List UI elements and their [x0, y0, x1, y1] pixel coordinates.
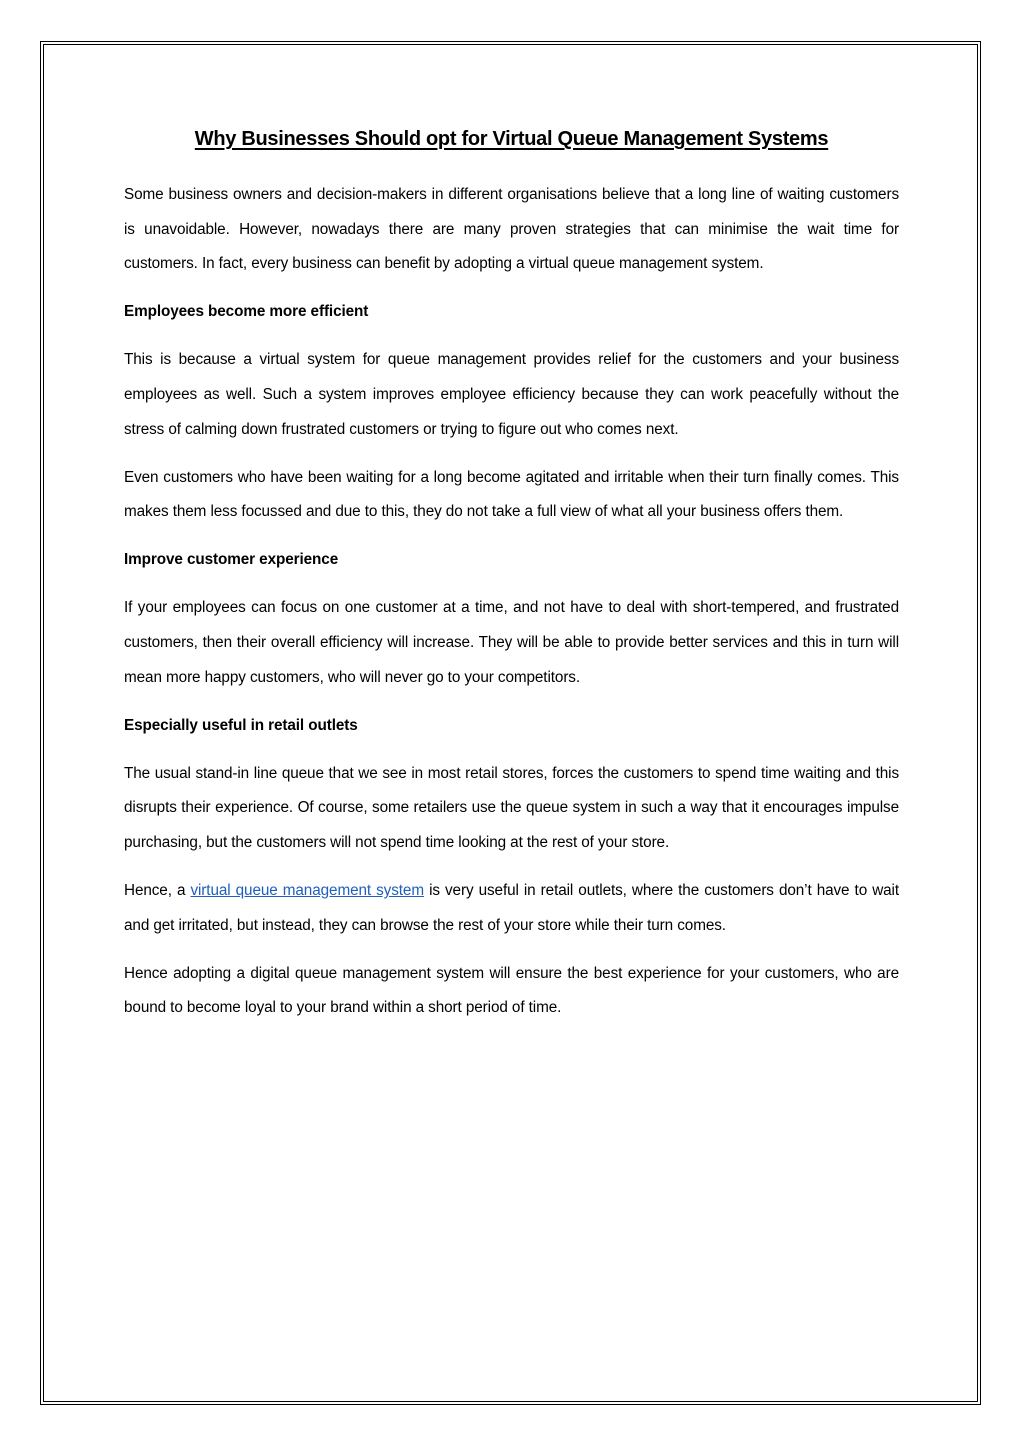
link-paragraph-after: is very useful in retail outlets, where the customers don’t have to wait and get irritated, but instead, they can browse the rest of your store while their turn comes. [124, 882, 899, 934]
closing-paragraph: Hence adopting a digital queue management system will ensure the best experience for your customers, who are bound to become loyal to your brand within a short period of time. [124, 964, 899, 1017]
document-title: Why Businesses Should opt for Virtual Queue Management Systems [194, 128, 829, 150]
section-heading-customer-experience: Improve customer experience [124, 551, 339, 569]
section-paragraph: Even customers who have been waiting for a long become agitated and irritable when their turn finally comes. This makes them less focussed and due to this, they do not take a full view of what all your business offers them. [124, 468, 899, 521]
virtual-queue-link[interactable]: virtual queue management system [190, 882, 424, 900]
section-paragraph: If your employees can focus on one customer at a time, and not have to deal with short-tempered, and frustrated customers, then their overall efficiency will increase. They will be able to provide better services and this in turn will mean more happy customers, who will never go to your competitors. [124, 599, 899, 686]
section-paragraph: The usual stand-in line queue that we see in most retail stores, forces the customers to spend time waiting and this disrupts their experience. Of course, some retailers use the queue system in such a way that it encourages impulse purchasing, but the customers will not spend time looking at the rest of your store. [124, 764, 899, 851]
section-heading-employees: Employees become more efficient [124, 303, 369, 321]
document-body [124, 122, 899, 1039]
link-paragraph-before: Hence, a [124, 882, 191, 900]
section-heading-retail: Especially useful in retail outlets [124, 716, 358, 734]
link-paragraph [124, 874, 899, 943]
section-paragraph: This is because a virtual system for queue management provides relief for the customers and your business employees as well. Such a system improves employee efficiency because they can work peacefully without the stress of calming down frustrated customers or trying to figure out who comes next. [124, 351, 899, 438]
intro-paragraph: Some business owners and decision-makers in different organisations believe that a long line of waiting customers is unavoidable. However, nowadays there are many proven strategies that can minimise the wait time for customers. In fact, every business can benefit by adopting a virtual queue management system. [124, 186, 899, 273]
